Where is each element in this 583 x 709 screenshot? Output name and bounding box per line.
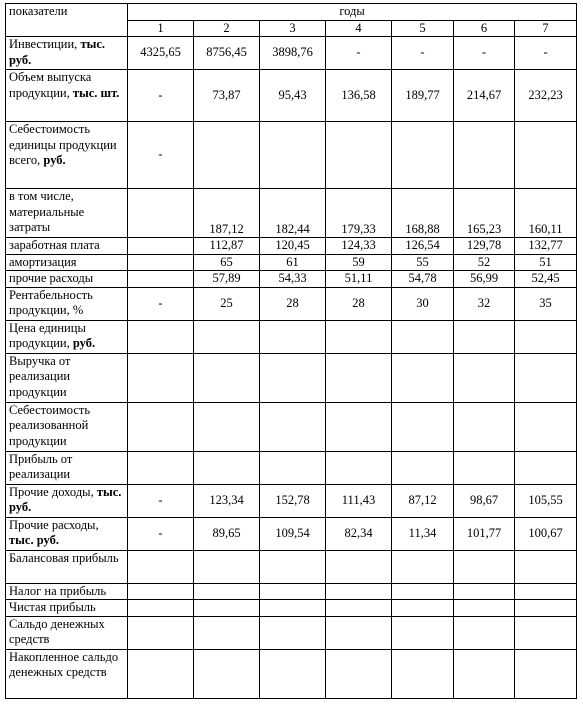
value-cell: 112,87 — [194, 238, 260, 255]
table-row — [6, 70, 577, 122]
value-cell — [454, 320, 515, 353]
value-cell: 73,87 — [194, 70, 260, 122]
value-cell — [515, 353, 577, 402]
value-cell: - — [128, 484, 194, 517]
row-label — [6, 254, 128, 271]
row-label-text: в том числе, материальные затраты — [9, 189, 85, 234]
value-cell: 32 — [454, 287, 515, 320]
value-cell — [515, 583, 577, 600]
value-cell — [194, 550, 260, 583]
value-cell — [128, 353, 194, 402]
value-cell — [326, 600, 392, 617]
row-unit: тыс. руб. — [9, 37, 106, 67]
value-cell — [194, 600, 260, 617]
value-cell: 109,54 — [260, 517, 326, 550]
row-label-text: Сальдо денежных средств — [9, 616, 105, 646]
value-cell: 52,45 — [515, 271, 577, 288]
value-cell: 8756,45 — [194, 37, 260, 70]
value-cell: - — [515, 37, 577, 70]
value-cell — [454, 122, 515, 189]
value-cell — [128, 402, 194, 451]
value-cell — [128, 583, 194, 600]
row-label — [6, 583, 128, 600]
value-cell — [260, 320, 326, 353]
value-cell: 51 — [515, 254, 577, 271]
value-cell: 55 — [392, 254, 454, 271]
value-cell: 89,65 — [194, 517, 260, 550]
row-label-text: Инвестиции, — [9, 37, 81, 51]
value-cell: 105,55 — [515, 484, 577, 517]
value-cell — [515, 122, 577, 189]
row-label — [6, 517, 128, 550]
value-cell — [128, 189, 194, 238]
table-row — [6, 649, 577, 698]
table-row — [6, 189, 577, 238]
value-cell — [392, 550, 454, 583]
value-cell — [260, 353, 326, 402]
value-cell — [392, 451, 454, 484]
row-label — [6, 484, 128, 517]
value-cell: 65 — [194, 254, 260, 271]
value-cell: 56,99 — [454, 271, 515, 288]
value-cell: 152,78 — [260, 484, 326, 517]
row-label — [6, 353, 128, 402]
value-cell — [194, 402, 260, 451]
row-label-text: Объем выпуска продукции, — [9, 70, 92, 100]
year-number: 2 — [194, 20, 260, 37]
years-header: годы — [128, 4, 577, 21]
row-label-text: Прочие расходы, — [9, 517, 99, 532]
value-cell — [326, 616, 392, 649]
year-number: 7 — [515, 20, 577, 37]
row-unit: руб. — [43, 153, 66, 167]
value-cell — [392, 600, 454, 617]
value-cell: 101,77 — [454, 517, 515, 550]
value-cell: - — [326, 37, 392, 70]
year-number: 6 — [454, 20, 515, 37]
value-cell — [128, 616, 194, 649]
row-label — [6, 649, 128, 698]
value-cell: 124,33 — [326, 238, 392, 255]
table-row — [6, 287, 577, 320]
value-cell — [194, 451, 260, 484]
row-label — [6, 550, 128, 583]
row-label — [6, 402, 128, 451]
value-cell — [128, 451, 194, 484]
year-number: 4 — [326, 20, 392, 37]
row-label-text: Выручка от реализации продукции — [9, 353, 71, 399]
table-row — [6, 484, 577, 517]
row-label-text: Прочие доходы, — [9, 484, 97, 499]
table-row — [6, 353, 577, 402]
value-cell: 51,11 — [326, 271, 392, 288]
table-row — [6, 600, 577, 617]
row-label — [6, 238, 128, 255]
value-cell — [128, 550, 194, 583]
value-cell: 61 — [260, 254, 326, 271]
row-label-text: Накопленное сальдо денежных средств — [9, 649, 119, 679]
value-cell — [194, 122, 260, 189]
value-cell — [326, 649, 392, 698]
value-cell — [260, 583, 326, 600]
value-cell — [392, 353, 454, 402]
value-cell: 126,54 — [392, 238, 454, 255]
table-row — [6, 238, 577, 255]
value-cell: 100,67 — [515, 517, 577, 550]
row-label — [6, 320, 128, 353]
year-number: 3 — [260, 20, 326, 37]
value-cell — [392, 616, 454, 649]
row-unit: тыс. руб. — [9, 533, 59, 547]
value-cell: 4325,65 — [128, 37, 194, 70]
value-cell: 82,34 — [326, 517, 392, 550]
value-cell — [454, 451, 515, 484]
value-cell: 87,12 — [392, 484, 454, 517]
year-number: 1 — [128, 20, 194, 37]
value-cell — [128, 320, 194, 353]
value-cell: 123,34 — [194, 484, 260, 517]
value-cell — [194, 616, 260, 649]
value-cell: 182,44 — [260, 189, 326, 238]
table-row — [6, 271, 577, 288]
value-cell — [454, 600, 515, 617]
row-unit: тыс. руб. — [9, 484, 122, 514]
value-cell: 187,12 — [194, 189, 260, 238]
table-row — [6, 583, 577, 600]
value-cell — [515, 600, 577, 617]
value-cell — [326, 353, 392, 402]
value-cell — [515, 320, 577, 353]
value-cell — [260, 402, 326, 451]
value-cell: 98,67 — [454, 484, 515, 517]
value-cell: - — [454, 37, 515, 70]
table-row — [6, 616, 577, 649]
value-cell — [128, 238, 194, 255]
indicators-table — [5, 3, 577, 699]
value-cell: - — [128, 517, 194, 550]
value-cell — [326, 402, 392, 451]
row-label-text: Чистая прибыль — [9, 600, 96, 614]
value-cell: 160,11 — [515, 189, 577, 238]
value-cell — [326, 451, 392, 484]
value-cell — [260, 122, 326, 189]
value-cell — [515, 550, 577, 583]
value-cell: 132,77 — [515, 238, 577, 255]
row-label-text: амортизация — [9, 254, 77, 269]
value-cell: 52 — [454, 254, 515, 271]
value-cell: 35 — [515, 287, 577, 320]
value-cell — [260, 600, 326, 617]
row-unit: руб. — [72, 336, 96, 350]
row-label — [6, 122, 128, 189]
row-label-text: Балансовая прибыль — [9, 550, 119, 565]
value-cell — [326, 583, 392, 600]
value-cell: - — [128, 122, 194, 189]
value-cell: 28 — [326, 287, 392, 320]
value-cell — [326, 320, 392, 353]
value-cell — [260, 649, 326, 698]
value-cell: 189,77 — [392, 70, 454, 122]
row-label-text: Прибыль от реализации — [9, 451, 73, 481]
value-cell: 179,33 — [326, 189, 392, 238]
value-cell: 120,45 — [260, 238, 326, 255]
value-cell: 111,43 — [326, 484, 392, 517]
row-label-text: Налог на прибыль — [9, 583, 107, 598]
value-cell: 25 — [194, 287, 260, 320]
table-row — [6, 320, 577, 353]
table-row — [6, 254, 577, 271]
value-cell — [392, 402, 454, 451]
value-cell — [260, 451, 326, 484]
row-label — [6, 451, 128, 484]
value-cell — [392, 122, 454, 189]
row-unit: тыс. шт. — [72, 85, 120, 100]
value-cell: 214,67 — [454, 70, 515, 122]
value-cell — [515, 616, 577, 649]
row-label-text: Себестоимость реализованной продукции — [9, 402, 91, 448]
value-cell: 165,23 — [454, 189, 515, 238]
value-cell — [515, 402, 577, 451]
row-label — [6, 37, 128, 70]
indicators-header: показатели — [6, 4, 128, 37]
value-cell — [515, 451, 577, 484]
value-cell — [454, 402, 515, 451]
value-cell: 59 — [326, 254, 392, 271]
value-cell — [260, 550, 326, 583]
value-cell — [326, 122, 392, 189]
value-cell — [392, 320, 454, 353]
row-label-text: Себестоимость единицы продукции всего, — [9, 122, 117, 167]
row-label — [6, 70, 128, 122]
value-cell — [454, 616, 515, 649]
value-cell: - — [128, 287, 194, 320]
value-cell: 57,89 — [194, 271, 260, 288]
value-cell — [454, 583, 515, 600]
value-cell: 136,58 — [326, 70, 392, 122]
table-row — [6, 451, 577, 484]
year-number: 5 — [392, 20, 454, 37]
table-row — [6, 550, 577, 583]
value-cell: 28 — [260, 287, 326, 320]
value-cell — [454, 353, 515, 402]
value-cell: 95,43 — [260, 70, 326, 122]
value-cell: - — [392, 37, 454, 70]
table-row — [6, 122, 577, 189]
value-cell — [194, 583, 260, 600]
row-label — [6, 600, 128, 617]
row-label — [6, 271, 128, 288]
value-cell — [194, 649, 260, 698]
value-cell: 232,23 — [515, 70, 577, 122]
row-label — [6, 287, 128, 320]
value-cell — [128, 254, 194, 271]
value-cell — [194, 320, 260, 353]
value-cell — [128, 600, 194, 617]
table-row — [6, 37, 577, 70]
row-label-text: заработная плата — [9, 238, 100, 252]
row-label — [6, 189, 128, 238]
value-cell: 30 — [392, 287, 454, 320]
value-cell: 168,88 — [392, 189, 454, 238]
value-cell — [128, 649, 194, 698]
row-label-text: Цена единицы продукции, — [9, 320, 86, 350]
value-cell — [326, 550, 392, 583]
value-cell: 129,78 — [454, 238, 515, 255]
table-row — [6, 402, 577, 451]
value-cell — [392, 583, 454, 600]
value-cell: 54,78 — [392, 271, 454, 288]
value-cell — [454, 550, 515, 583]
row-label — [6, 616, 128, 649]
value-cell — [392, 649, 454, 698]
value-cell — [260, 616, 326, 649]
value-cell — [515, 649, 577, 698]
table-row — [6, 517, 577, 550]
value-cell: 3898,76 — [260, 37, 326, 70]
row-label-text: прочие расходы — [9, 271, 94, 285]
value-cell: - — [128, 70, 194, 122]
value-cell — [454, 649, 515, 698]
value-cell: 54,33 — [260, 271, 326, 288]
value-cell — [128, 271, 194, 288]
value-cell — [194, 353, 260, 402]
value-cell: 11,34 — [392, 517, 454, 550]
row-label-text: Рентабельность продукции, % — [9, 287, 93, 317]
